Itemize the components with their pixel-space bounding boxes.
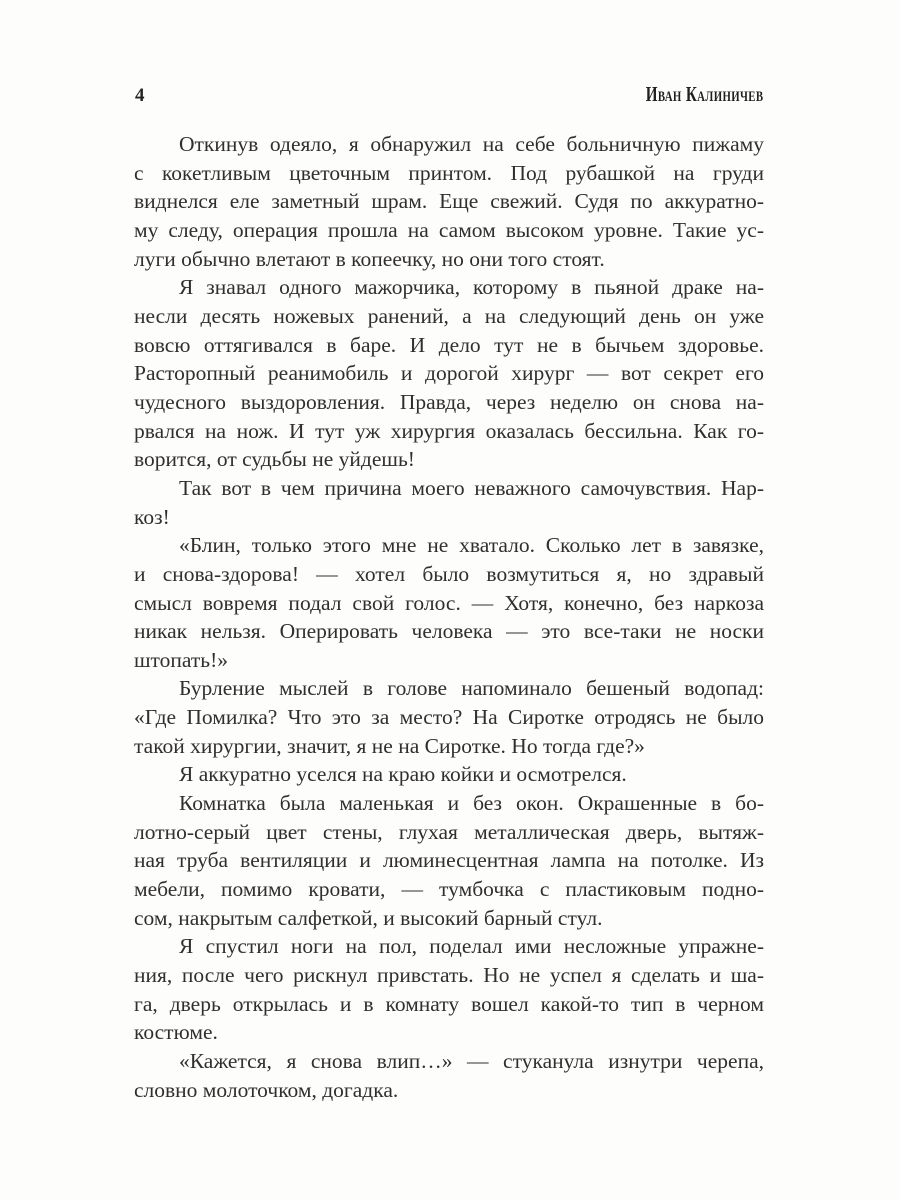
text-line: с кокетливым цветочным принтом. Под рубашкой на груди	[134, 160, 764, 185]
text-line: Расторопный реанимобиль и дорогой хирург — вот секрет его	[134, 361, 764, 386]
text-line: «Где Помилка? Что это за место? На Сиротке отродясь не было	[134, 705, 764, 730]
page-number: 4	[135, 85, 145, 106]
text-line: Я аккуратно уселся на краю койки и осмотрелся.	[179, 762, 627, 787]
text-line: и снова-здорова! — хотел было возмутиться я, но здравый	[134, 561, 764, 586]
text-line: ворится, от судьбы не уйдешь!	[134, 447, 415, 472]
text-line: словно молоточком, догадка.	[134, 1077, 399, 1102]
text-line: коз!	[134, 504, 170, 529]
text-line: га, дверь открылась и в комнату вошел какой-то тип в черном	[134, 991, 764, 1016]
paragraph	[134, 789, 764, 932]
text-line: Я спустил ноги на пол, поделал ими несложные упражне-	[179, 934, 764, 959]
text-line: такой хирургии, значит, я не на Сиротке. Но тогда где?»	[134, 733, 645, 758]
text-line: костюме.	[134, 1020, 218, 1045]
text-line: вовсю оттягивался в баре. И дело тут не в бычьем здоровье.	[134, 332, 764, 357]
paragraph	[134, 130, 764, 273]
text-line: лотно-серый цвет стены, глухая металлическая дверь, вытяж-	[134, 819, 764, 844]
text-line: штопать!»	[134, 647, 229, 672]
text-line: ная труба вентиляции и люминесцентная лампа на потолке. Из	[134, 848, 764, 873]
paragraph	[134, 674, 764, 760]
paragraph	[134, 932, 764, 1047]
paragraph	[134, 474, 764, 531]
text-line: му следу, операция прошла на самом высоком уровне. Такие ус-	[134, 217, 764, 242]
text-line: рвался на нож. И тут уж хирургия оказалась бессильна. Как го-	[134, 418, 764, 443]
author-name: Иван Калиничев	[645, 82, 763, 106]
paragraph	[134, 1047, 764, 1104]
text-line: Откинув одеяло, я обнаружил на себе больничную пижаму	[179, 132, 764, 156]
paragraph	[134, 273, 764, 474]
text-line: смысл вовремя подал свой голос. — Хотя, конечно, без наркоза	[134, 590, 764, 615]
text-line: виднелся еле заметный шрам. Еще свежий. Судя по аккуратно-	[134, 189, 764, 214]
text-line: мебели, помимо кровати, — тумбочка с пластиковым подно-	[134, 877, 764, 902]
paragraph	[134, 760, 764, 789]
text-line: ния, после чего рискнул привстать. Но не успел я сделать и ша-	[134, 963, 764, 988]
text-line: Комнатка была маленькая и без окон. Окрашенные в бо-	[179, 791, 764, 816]
body-text	[134, 130, 764, 1104]
text-line: Я знавал одного мажорчика, которому в пьяной драке на-	[179, 275, 764, 300]
text-line: «Кажется, я снова влип…» — стуканула изнутри черепа,	[179, 1049, 764, 1073]
text-line: «Блин, только этого мне не хватало. Сколько лет в завязке,	[179, 533, 764, 558]
text-line: сом, накрытым салфеткой, и высокий барный стул.	[134, 905, 603, 930]
text-line: никак нельзя. Оперировать человека — это все-таки не носки	[134, 619, 764, 644]
paragraph	[134, 531, 764, 674]
text-line: несли десять ножевых ранений, а на следующий день он уже	[134, 303, 764, 328]
text-line: Бурление мыслей в голове напоминало бешеный водопад:	[179, 676, 764, 701]
running-header	[135, 82, 763, 106]
text-line: луги обычно влетают в копеечку, но они того стоят.	[134, 246, 605, 271]
text-line: Так вот в чем причина моего неважного самочувствия. Нар-	[179, 475, 764, 500]
text-line: чудесного выздоровления. Правда, через неделю он снова на-	[134, 389, 764, 414]
